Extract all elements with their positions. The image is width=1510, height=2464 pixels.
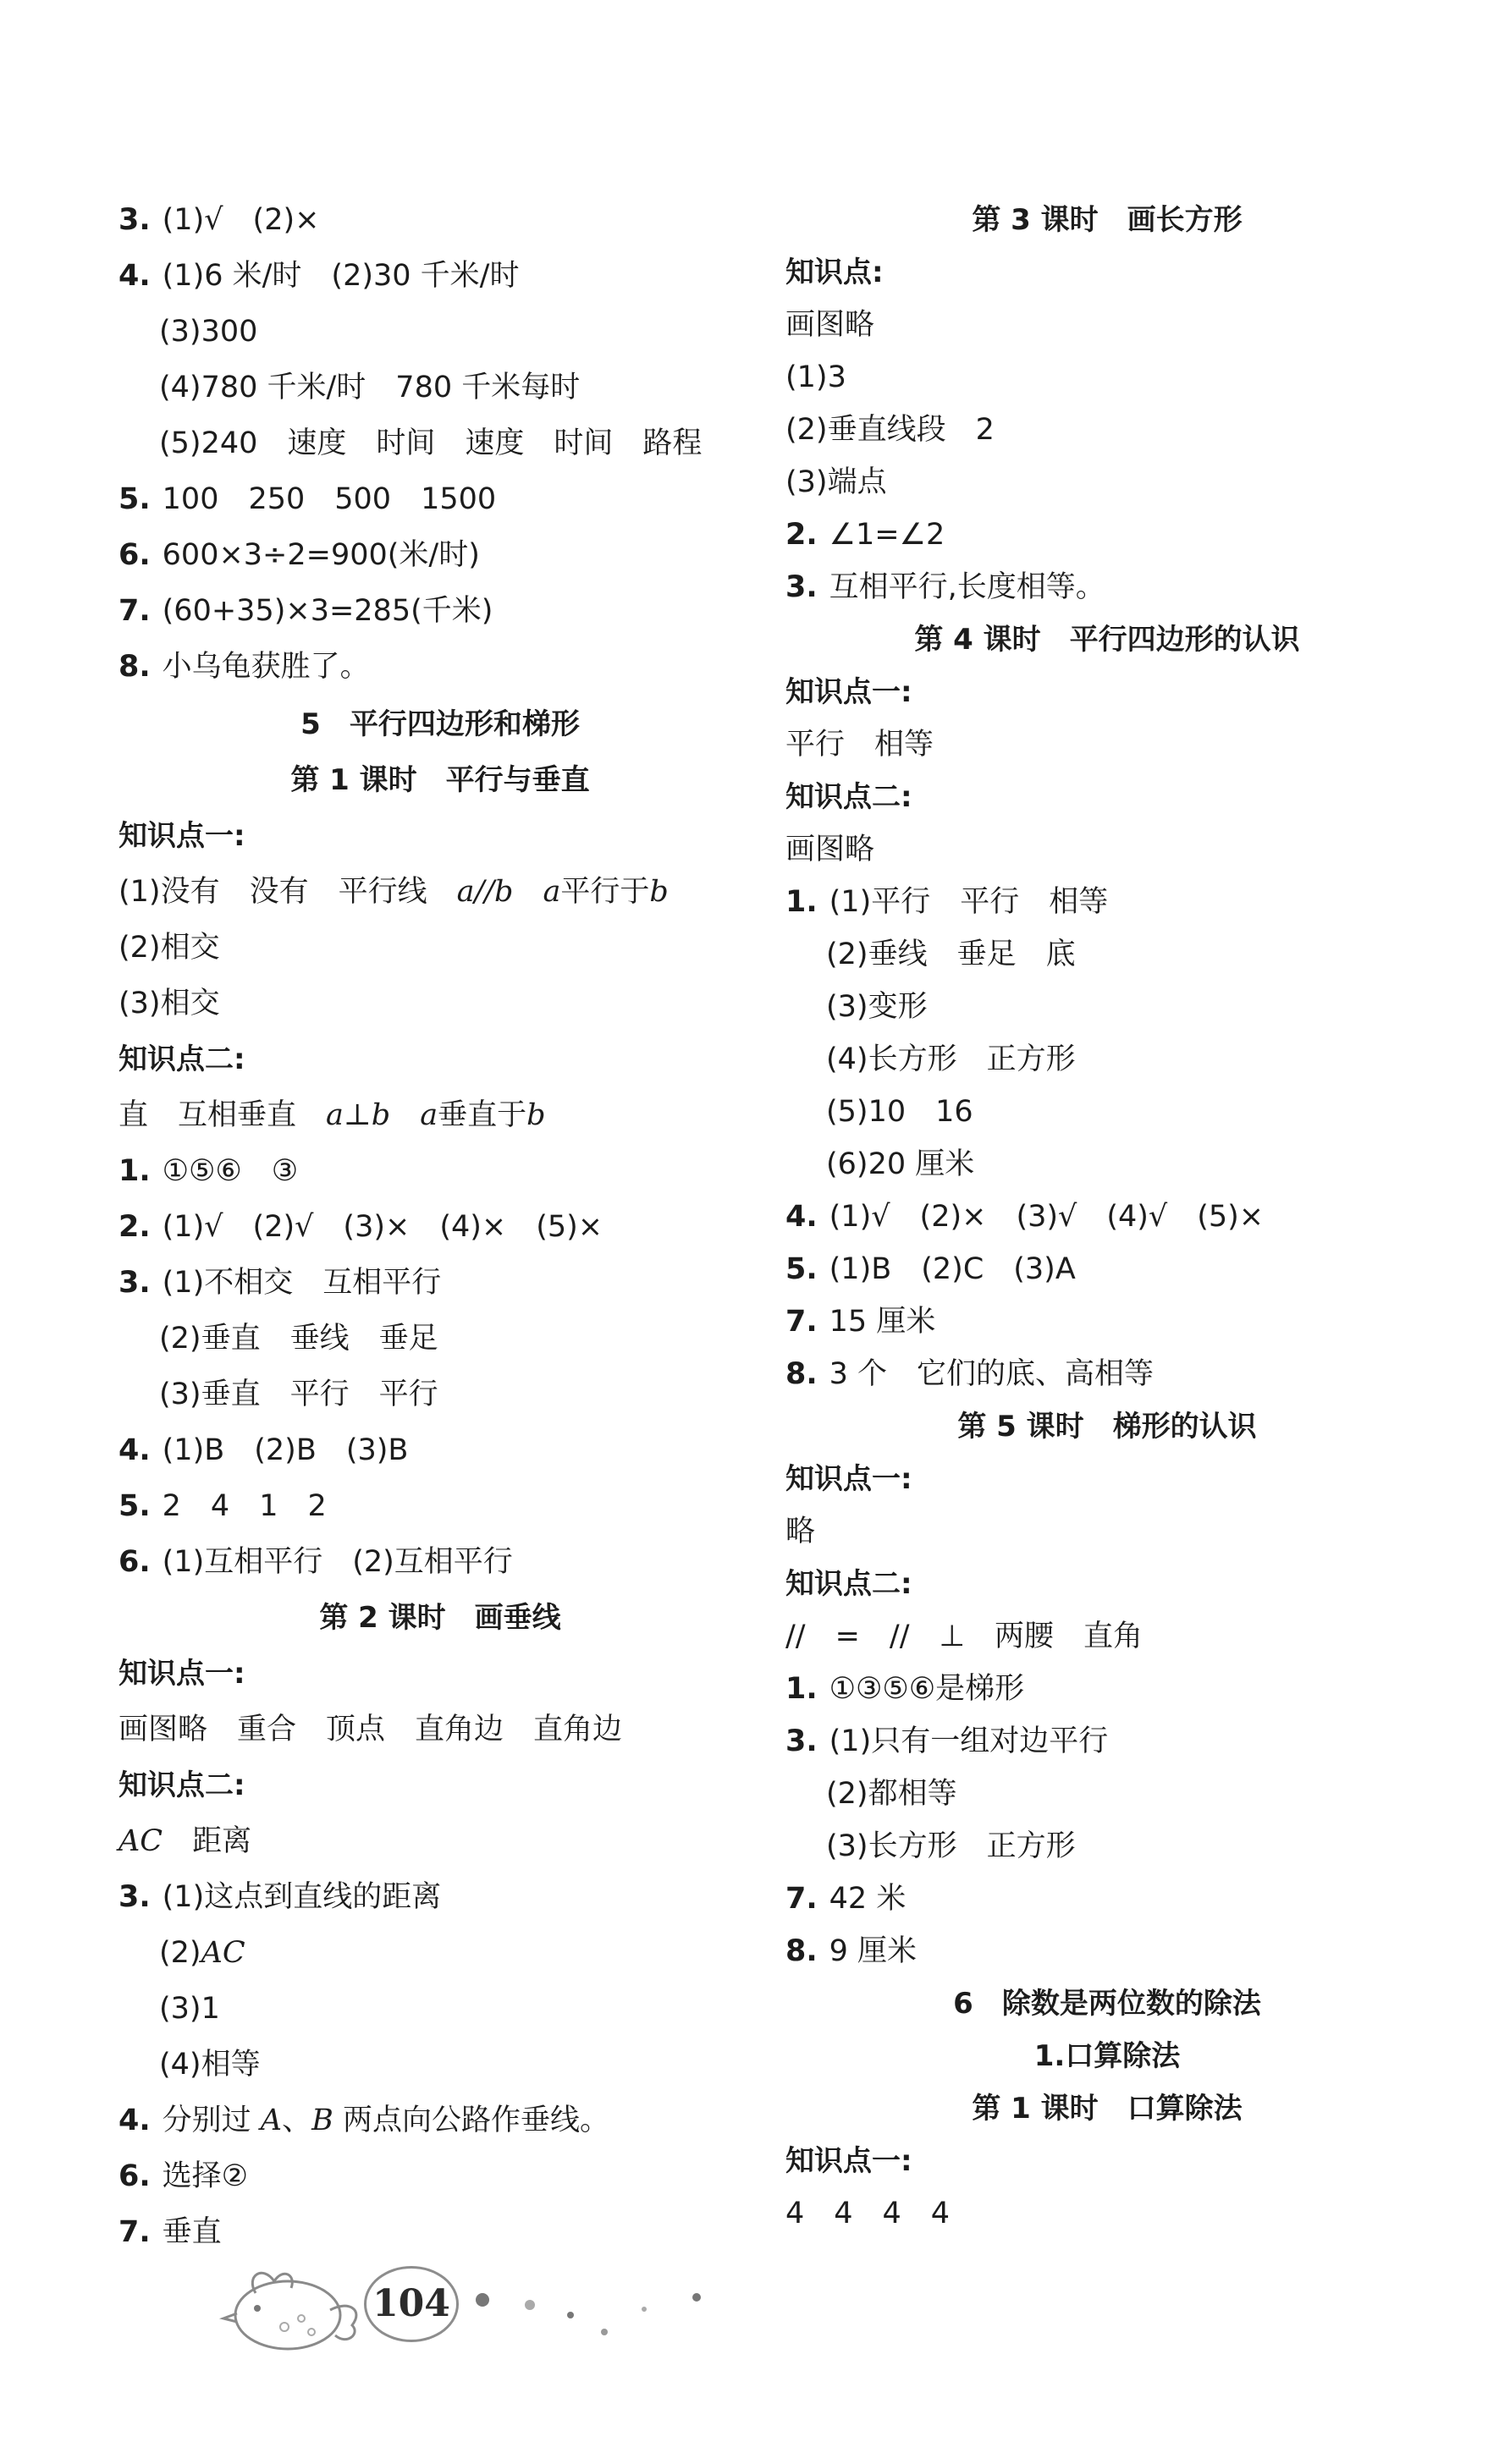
answer-line: (2)垂直 垂线 垂足 [159,1322,438,1356]
answer-line: 1. (1)平行 平行 相等 [785,885,1109,919]
answer-line: 8. 小乌龟获胜了。 [118,650,370,684]
answer-line: (3)1 [159,1992,220,2026]
answer-line: 2. ∠1=∠2 [785,518,945,552]
answer-line: (3)变形 [826,990,928,1024]
answer-line: 4. (1)√ (2)× (3)√ (4)√ (5)× [785,1200,1265,1234]
knowledge-point-label: 知识点二: [785,780,912,814]
decorative-dot [476,2293,489,2307]
knowledge-point-label: 知识点一: [785,1462,912,1496]
lesson-title: 第 1 课时 平行与垂直 [290,763,590,797]
page-footer [203,2259,745,2361]
answer-line: // = // ⊥ 两腰 直角 [785,1620,1143,1653]
knowledge-point-label: 知识点一: [785,2144,912,2178]
decorative-dot [567,2312,574,2318]
answer-line: 画图略 [785,833,875,866]
lesson-title: 第 5 课时 梯形的认识 [957,1410,1257,1444]
answer-line: (3)300 [159,315,258,349]
answer-line: 4 4 4 4 [785,2197,951,2230]
answer-line: (3)长方形 正方形 [826,1829,1076,1863]
knowledge-point-label: 知识点二: [118,1768,245,1802]
answer-line: 3. (1)这点到直线的距离 [118,1880,442,1914]
page-number: 104 [364,2266,459,2342]
bird-icon [203,2259,372,2361]
answer-line: 5. 100 250 500 1500 [118,482,497,516]
answer-line: (3)相交 [118,987,220,1020]
decorative-dot [642,2307,647,2312]
answer-line: 4. (1)B (2)B (3)B [118,1433,409,1467]
answer-line: 3. (1)只有一组对边平行 [785,1724,1109,1758]
answer-line: (4)相等 [159,2048,261,2082]
knowledge-point-label: 知识点二: [118,1042,245,1076]
answer-line: 画图略 [785,308,875,342]
answer-line: (2)垂直线段 2 [785,413,995,447]
answer-line: 直 互相垂直 a⊥b a垂直于b [118,1098,546,1132]
answer-line: 7. 15 厘米 [785,1305,936,1339]
answer-line: 4. (1)6 米/时 (2)30 千米/时 [118,259,520,293]
answer-line: 5. (1)B (2)C (3)A [785,1252,1076,1286]
answer-line: (3)垂直 平行 平行 [159,1378,438,1411]
knowledge-point-label: 知识点一: [118,819,245,853]
answer-line: 7. 垂直 [118,2215,222,2249]
knowledge-point-label: 知识点二: [785,1567,912,1601]
knowledge-point-label: 知识点: [785,256,884,289]
unit-title: 6 除数是两位数的除法 [953,1987,1261,2021]
answer-line: 5. 2 4 1 2 [118,1489,327,1523]
answer-line: 1. ①⑤⑥ ③ [118,1154,299,1188]
section-title: 1.口算除法 [1033,2039,1181,2073]
answer-line: 3. 互相平行,长度相等。 [785,570,1105,604]
answer-line: 8. 9 厘米 [785,1934,918,1968]
answer-line: (2)都相等 [826,1777,957,1811]
answer-line: 6. (1)互相平行 (2)互相平行 [118,1545,513,1579]
answer-line: (1)3 [785,360,846,394]
knowledge-point-label: 知识点一: [785,675,912,709]
decorative-dot [692,2293,701,2302]
answer-line: 6. 600×3÷2=900(米/时) [118,538,480,572]
answer-line: (6)20 厘米 [826,1147,975,1181]
answer-line: (5)10 16 [826,1095,973,1129]
answer-line: 7. 42 米 [785,1882,907,1916]
answer-line: 4. 分别过 A、B 两点向公路作垂线。 [118,2104,609,2137]
answer-line: 3. (1)√ (2)× [118,203,320,237]
lesson-title: 第 2 课时 画垂线 [319,1601,561,1635]
answer-line: (2)AC [159,1936,245,1970]
answer-line: 1. ①③⑤⑥是梯形 [785,1672,1025,1706]
answer-line: (4)长方形 正方形 [826,1042,1076,1076]
answer-line: (1)没有 没有 平行线 a//b a平行于b [118,875,669,909]
unit-title: 5 平行四边形和梯形 [300,707,580,741]
lesson-title: 第 1 课时 口算除法 [972,2092,1243,2126]
answer-line: AC 距离 [118,1824,252,1858]
answer-line: (5)240 速度 时间 速度 时间 路程 [159,426,703,460]
answer-line: 8. 3 个 它们的底、高相等 [785,1357,1155,1391]
answer-line: 6. 选择② [118,2159,249,2193]
answer-line: 2. (1)√ (2)√ (3)× (4)× (5)× [118,1210,603,1244]
answer-line: (4)780 千米/时 780 千米每时 [159,371,581,404]
knowledge-point-label: 知识点一: [118,1657,245,1691]
answer-line: 略 [785,1515,816,1548]
lesson-title: 第 4 课时 平行四边形的认识 [914,623,1300,657]
answer-line: (2)相交 [118,931,220,965]
answer-line: 3. (1)不相交 互相平行 [118,1266,442,1300]
answer-line: (2)垂线 垂足 底 [826,938,1076,971]
answer-line: 平行 相等 [785,728,934,762]
decorative-dot [601,2329,608,2335]
answer-line: 7. (60+35)×3=285(千米) [118,594,493,628]
answer-line: (3)端点 [785,465,887,499]
decorative-dot [525,2300,535,2310]
lesson-title: 第 3 课时 画长方形 [972,203,1243,237]
answer-line: 画图略 重合 顶点 直角边 直角边 [118,1713,623,1746]
